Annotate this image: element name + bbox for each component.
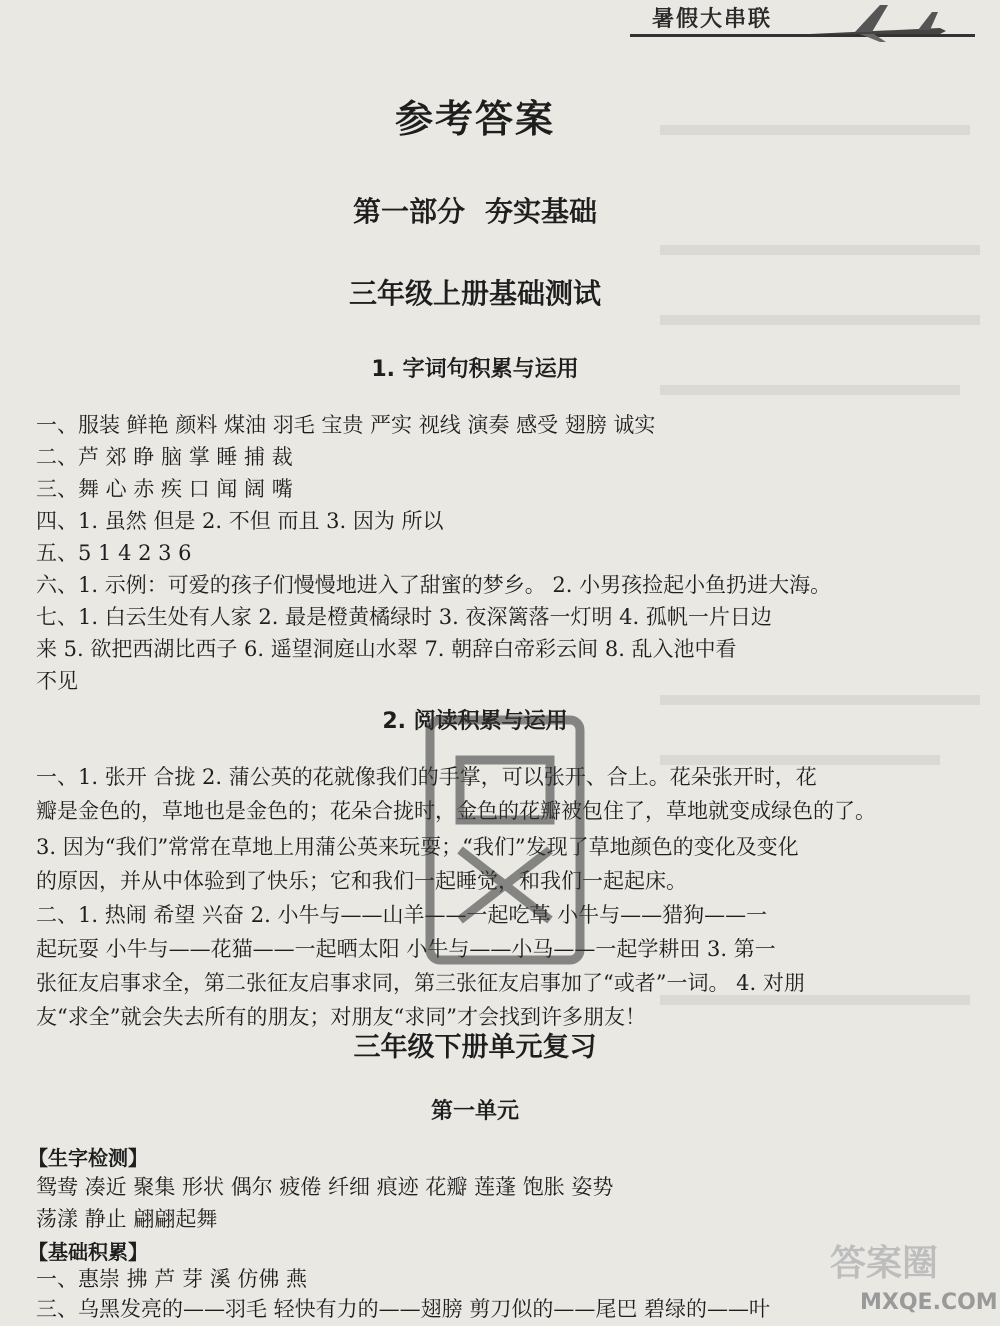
answer-line: 3. 因为“我们”常常在草地上用蒲公英来玩耍；“我们”发现了草地颜色的变化及变化: [36, 835, 799, 859]
airplane-icon: [800, 0, 950, 45]
answer-line: 三、乌黑发亮的——羽毛 轻快有力的——翅膀 剪刀似的——尾巴 碧绿的——叶: [36, 1297, 771, 1321]
part-name: 夯实基础: [485, 195, 598, 228]
watermark-url: MXQE.COM: [860, 1290, 998, 1315]
unit-1-title: 第一单元: [430, 1099, 519, 1124]
answer-line: 七、1. 白云生处有人家 2. 最是橙黄橘绿时 3. 夜深篱落一灯明 4. 孤帆一片日边: [36, 605, 772, 629]
grade-lower-heading: 三年级下册单元复习: [353, 1032, 597, 1063]
answer-line: 荡漾 静止 翩翩起舞: [36, 1207, 218, 1231]
answer-line: 张征友启事求全，第二张征友启事求同，第三张征友启事加了“或者”一词。 4. 对朋: [36, 971, 805, 995]
answer-line: 来 5. 欲把西湖比西子 6. 遥望洞庭山水翠 7. 朝辞白帝彩云间 8. 乱入池中看: [36, 637, 737, 661]
page-title: 参考答案: [394, 96, 555, 141]
answer-line: 起玩耍 小牛与——花猫——一起晒太阳 小牛与——小马——一起学耕田 3. 第一: [36, 937, 776, 961]
label-character-check: 【生字检测】: [28, 1146, 148, 1170]
answer-line: 一、服装 鲜艳 颜料 煤油 羽毛 宝贵 严实 视线 演奏 感受 翅膀 诚实: [36, 413, 656, 437]
answer-line: 三、舞 心 赤 疾 口 闻 阔 嘴: [36, 477, 293, 501]
grade-upper-heading: 三年级上册基础测试: [348, 277, 601, 310]
seal-stamp: [400, 700, 610, 980]
section-2-title: 2. 阅读积累与运用: [382, 709, 568, 734]
svg-text:答案圈: 答案圈: [830, 1243, 939, 1284]
answer-line: 一、1. 张开 合拢 2. 蒲公英的花就像我们的手掌，可以张开、合上。花朵张开时，花: [36, 765, 817, 789]
answer-line: 瓣是金色的，草地也是金色的；花朵合拢时，金色的花瓣被包住了，草地就变成绿色的了。: [36, 799, 876, 823]
answer-line: 友“求全”就会失去所有的朋友；对朋友“求同”才会找到许多朋友！: [36, 1005, 646, 1029]
answer-line: 鸳鸯 凑近 聚集 形状 偶尔 疲倦 纤细 痕迹 花瓣 莲蓬 饱胀 姿势: [36, 1175, 614, 1199]
answer-line: 四、1. 虽然 但是 2. 不但 而且 3. 因为 所以: [36, 509, 444, 533]
part-number: 第一部分: [352, 195, 465, 228]
answer-line: 二、1. 热闹 希望 兴奋 2. 小牛与——山羊——一起吃草 小牛与——猎狗——一: [36, 903, 768, 927]
series-header: 暑假大串联: [652, 6, 773, 32]
answer-line: 五、5 1 4 2 3 6: [36, 541, 192, 565]
answer-line: 二、芦 郊 睁 脑 掌 睡 捕 裁: [36, 445, 293, 469]
answer-line: 不见: [36, 669, 78, 693]
answer-line: 的原因，并从中体验到了快乐；它和我们一起睡觉，和我们一起起床。: [36, 869, 687, 893]
part-heading: [0, 190, 950, 230]
answer-line: 六、1. 示例：可爱的孩子们慢慢地进入了甜蜜的梦乡。 2. 小男孩捡起小鱼扔进大海。: [36, 573, 832, 597]
answer-line: 一、惠崇 拂 芦 芽 溪 仿佛 燕: [36, 1267, 308, 1291]
section-1-title: 1. 字词句积累与运用: [371, 357, 579, 382]
label-basic-accumulation: 【基础积累】: [28, 1240, 148, 1264]
